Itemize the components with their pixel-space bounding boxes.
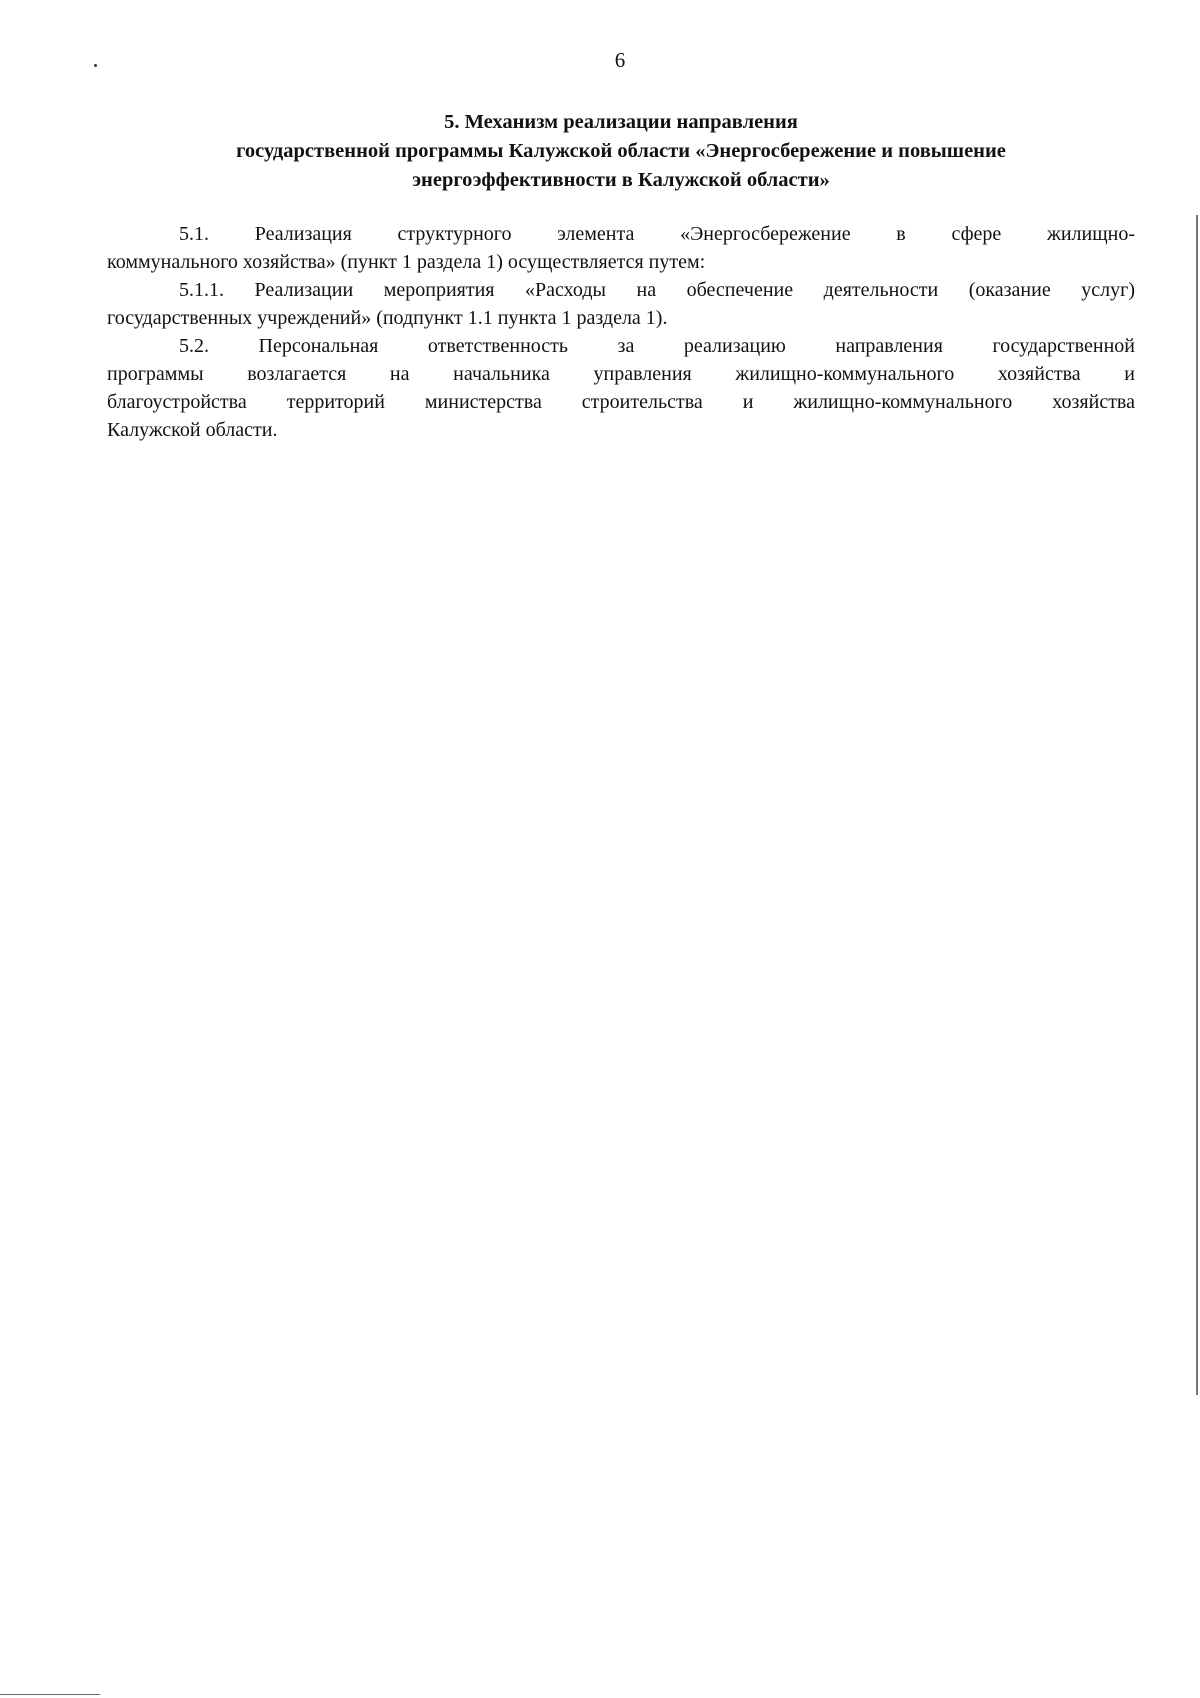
page-number: 6 (614, 48, 626, 72)
text-line: коммунального хозяйства» (пункт 1 раздела 1) осуществляется путем: (107, 251, 706, 273)
title-line: государственной программы Калужской области «Энергосбережение и повышение (236, 140, 1006, 162)
section-title (107, 108, 1135, 195)
text-line: государственных учреждений» (подпункт 1.1 пункта 1 раздела 1). (107, 307, 668, 329)
scan-edge-line (1196, 215, 1198, 1395)
text-line: благоустройства территорий министерства строительства и жилищно-коммунального хозяйства (107, 391, 1135, 413)
title-line: энергоэффективности в Калужской области» (412, 169, 830, 191)
document-body (107, 220, 1135, 444)
scan-mark (0, 1694, 100, 1695)
paragraph-5-1-1 (107, 276, 1135, 332)
text-line: 5.2. Персональная ответственность за реализацию направления государственной (179, 335, 1135, 357)
text-line: 5.1. Реализация структурного элемента «Энергосбережение в сфере жилищно- (179, 223, 1135, 245)
text-line: 5.1.1. Реализации мероприятия «Расходы на обеспечение деятельности (оказание услуг) (179, 279, 1135, 301)
paragraph-5-2 (107, 332, 1135, 444)
text-line: Калужской области. (107, 419, 278, 441)
text-line: программы возлагается на начальника управления жилищно-коммунального хозяйства и (107, 363, 1135, 385)
paragraph-5-1 (107, 220, 1135, 276)
title-line: 5. Механизм реализации направления (444, 111, 798, 133)
